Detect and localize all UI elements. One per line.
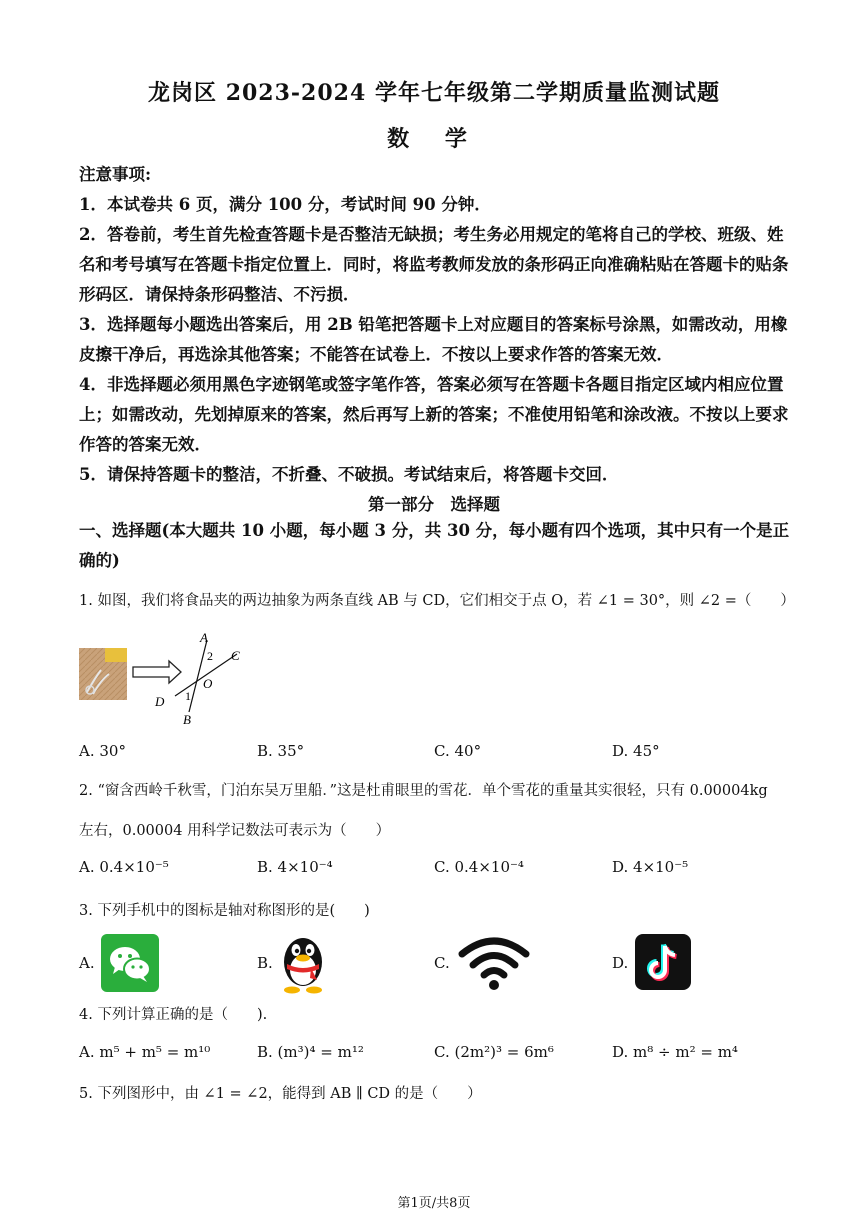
qq-penguin-icon[interactable] xyxy=(277,932,329,994)
option-d[interactable]: D. m⁸ ÷ m² = m⁴ xyxy=(612,1043,738,1061)
question-1-figure xyxy=(79,630,279,729)
option-b[interactable]: B. 4×10⁻⁴ xyxy=(257,858,333,876)
note-item: 3．选择题每小题选出答案后，用 2B 铅笔把答题卡上对应题目的答案标号涂黑，如需改动，用橡皮擦干净后，再选涂其他答案；不能答在试卷上．不按以上要求作答的答案无效． xyxy=(79,315,788,364)
question-3-stem: 3. 下列手机中的图标是轴对称图形的是( ) xyxy=(79,903,370,919)
label-b: B xyxy=(183,712,191,725)
question-2-stem-line1: 2. “窗含西岭千秋雪，门泊东吴万里船．”这是杜甫眼里的雪花．单个雪花的重量其实很轻，只有 0.00004kg xyxy=(79,783,768,799)
option-a[interactable]: A. m⁵ + m⁵ = m¹⁰ xyxy=(79,1043,211,1061)
label-a: A xyxy=(200,630,208,645)
subject-title: 数 学 xyxy=(387,126,481,152)
notes-block xyxy=(79,160,799,490)
option-d-label[interactable]: D. xyxy=(612,954,629,972)
option-c-label[interactable]: C. xyxy=(434,954,450,972)
note-item: 1．本试卷共 6 页，满分 100 分，考试时间 90 分钟． xyxy=(79,195,491,214)
question-5-stem: 5. 下列图形中，由 ∠1 = ∠2，能得到 AB ∥ CD 的是（ ） xyxy=(79,1086,482,1102)
label-d: D xyxy=(155,694,165,709)
question-1-stem: 1. 如图，我们将食品夹的两边抽象为两条直线 AB 与 CD，它们相交于点 O，若 ∠1 = 30°，则 ∠2 =（ ） xyxy=(79,593,795,609)
label-angle-1: 1 xyxy=(185,689,191,703)
note-item: 4．非选择题必须用黑色字迹钢笔或签字笔作答，答案必须写在答题卡各题目指定区域内相应位置上；如需改动，先划掉原来的答案，然后再写上新的答案；不准使用铅笔和涂改液。不按以上要求作答的答案无效． xyxy=(79,375,789,454)
option-b-label[interactable]: B. xyxy=(257,954,273,972)
option-d[interactable]: D. 4×10⁻⁵ xyxy=(612,858,689,876)
part-heading: 第一部分 选择题 xyxy=(368,495,500,514)
question-4-stem: 4. 下列计算正确的是（ ). xyxy=(79,1007,268,1023)
exam-title: 龙岗区 2023-2024 学年七年级第二学期质量监测试题 xyxy=(148,80,720,106)
question-2-stem-line2: 左右，0.00004 用科学记数法可表示为（ ） xyxy=(79,823,391,839)
option-c[interactable]: C. 40° xyxy=(434,742,482,760)
option-b[interactable]: B. 35° xyxy=(257,742,305,760)
note-item: 5．请保持答题卡的整洁，不折叠、不破损。考试结束后，将答题卡交回． xyxy=(79,465,619,484)
page-footer: 第1页/共8页 xyxy=(397,1196,471,1211)
tiktok-icon[interactable] xyxy=(635,934,691,990)
option-c[interactable]: C. (2m²)³ = 6m⁶ xyxy=(434,1043,554,1061)
question-3-options xyxy=(79,932,799,994)
wechat-icon[interactable] xyxy=(101,934,159,992)
wifi-icon[interactable] xyxy=(457,934,531,990)
notes-heading: 注意事项: xyxy=(79,165,152,184)
option-a-label[interactable]: A. xyxy=(79,954,95,972)
option-c[interactable]: C. 0.4×10⁻⁴ xyxy=(434,858,524,876)
option-a[interactable]: A. 0.4×10⁻⁵ xyxy=(79,858,169,876)
option-d[interactable]: D. 45° xyxy=(612,742,660,760)
option-a[interactable]: A. 30° xyxy=(79,742,126,760)
food-clip-photo xyxy=(79,648,127,700)
arrow-icon xyxy=(133,661,181,683)
option-b[interactable]: B. (m³)⁴ = m¹² xyxy=(257,1043,364,1061)
section-heading: 一、选择题(本大题共 10 小题，每小题 3 分，共 30 分，每小题有四个选项，其中只有一个是正确的) xyxy=(79,521,790,570)
label-c: C xyxy=(231,648,240,663)
label-angle-2: 2 xyxy=(207,649,213,663)
label-o: O xyxy=(203,676,213,691)
note-item: 2．答卷前，考生首先检查答题卡是否整洁无缺损；考生务必用规定的笔将自己的学校、班级、姓名和考号填写在答题卡指定位置上．同时，将监考教师发放的条形码正向准确粘贴在答题卡的贴条形码区．请保持条形码整洁、不污损． xyxy=(79,225,789,304)
